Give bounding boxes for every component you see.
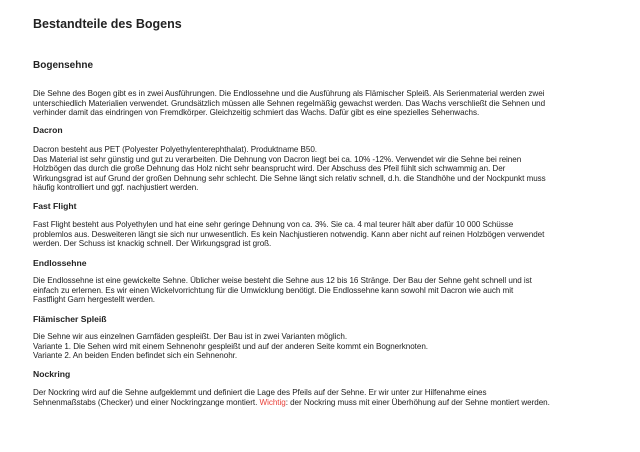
- spleiss-paragraph: [33, 332, 623, 361]
- dacron-line: Dacron besteht aus PET (Polyester Polyethylenterephthalat). Produktname B50.: [33, 145, 317, 154]
- endlossehne-paragraph: [33, 276, 623, 305]
- warning-label: Wichtig: [259, 397, 286, 407]
- dacron-line: Holzbögen das durch die große Dehnung das Holz nicht sehr beansprucht wird. Der Abschuss des Pfeil fühlt sich schwammig an. Der: [33, 164, 506, 174]
- nockring-text-after: : der Nockring muss mit einer Überhöhung auf der Sehne montiert werden.: [285, 397, 550, 407]
- fastflight-line: problemlos aus. Desweiteren längt sie sich nur unwesentlich. Es kein Nachjustieren notwendig. Kann aber nicht auf reinen Holzbögen verwendet: [33, 229, 545, 239]
- endlossehne-line: einfach zu erlernen. Es wir einen Wickelvorrichtung für die Umwicklung benötigt. Die Endlossehne kann sowohl mit Dacron wie auch mit: [33, 285, 514, 295]
- subheading-flaemischer-spleiss: Flämischer Spleiß: [33, 314, 107, 324]
- subheading-fast-flight: Fast Flight: [33, 201, 77, 211]
- dacron-line: Das Material ist sehr günstig und gut zu verarbeiten. Die Dehnung von Dacron liegt bei ca. 10% -12%. Verwendet wir die Sehne bei reinen: [33, 154, 522, 164]
- page-title: Bestandteile des Bogens: [33, 17, 182, 31]
- subheading-dacron: Dacron: [33, 125, 63, 135]
- endlossehne-line: Die Endlossehne ist eine gewickelte Sehne. Üblicher weise besteht die Sehne aus 12 bis 16 Stränge. Der Bau der Sehne geht schnell und ist: [33, 276, 532, 285]
- nockring-line: [33, 398, 623, 408]
- intro-line: unterschiedlich Materialien verwendet. Grundsätzlich müssen alle Sehnen regelmäßig gewachst werden. Das Wachs verschließt die Sehnen und: [33, 98, 546, 108]
- nockring-line: Der Nockring wird auf die Sehne aufgeklemmt und definiert die Lage des Pfeils auf der Sehne. Er wir unter zur Hilfenahme eines: [33, 388, 487, 397]
- spleiss-line: Die Sehne wir aus einzelnen Garnfäden gespleißt. Der Bau ist in zwei Varianten möglich.: [33, 332, 348, 341]
- intro-line: verhinder damit das eindringen von Fremdkörper. Gleichzeitig schmiert das Wachs. Dafür gibt es eine spezielles Sehenwachs.: [33, 108, 480, 118]
- spleiss-line: Variante 2. An beiden Enden befindet sich ein Sehnenohr.: [33, 351, 238, 361]
- dacron-paragraph: [33, 145, 623, 193]
- fastflight-line: werden. Der Schuss ist knackig schnell. Der Wirkungsgrad ist groß.: [33, 239, 272, 249]
- spleiss-line: Variante 1. Die Sehen wird mit einem Sehnenohr gespleißt und auf der anderen Seite kommt ein Bognerknoten.: [33, 341, 428, 351]
- dacron-line: häufig kontrolliert und ggf. nachjustiert werden.: [33, 183, 199, 193]
- nockring-text-before: Sehnenmaßstabs (Checker) und einer Nockringzange montiert.: [33, 397, 260, 407]
- intro-paragraph: [33, 89, 623, 118]
- section-heading-bogensehne: Bogensehne: [33, 60, 94, 71]
- intro-line: Die Sehne des Bogen gibt es in zwei Ausführungen. Die Endlossehne und die Ausführung als Flämischer Spleiß. Als Serienmaterial werden zwei: [33, 89, 545, 98]
- fastflight-paragraph: [33, 220, 623, 249]
- subheading-nockring: Nockring: [33, 369, 71, 379]
- endlossehne-line: Fastflight Garn hergestellt werden.: [33, 295, 155, 305]
- fastflight-line: Fast Flight besteht aus Polyethylen und hat eine sehr geringe Dehnung von ca. 3%. Sie ca. 4 mal teurer hält aber dafür 10 000 Schüsse: [33, 220, 514, 229]
- subheading-endlossehne: Endlossehne: [33, 258, 87, 268]
- dacron-line: Wirkungsgrad ist auf Grund der großen Dehnung sehr schlecht. Die Sehne längt sich relativ schnell, d.h. die Standhöhe und der Nockpunkt muss: [33, 173, 546, 183]
- nockring-paragraph: [33, 388, 623, 407]
